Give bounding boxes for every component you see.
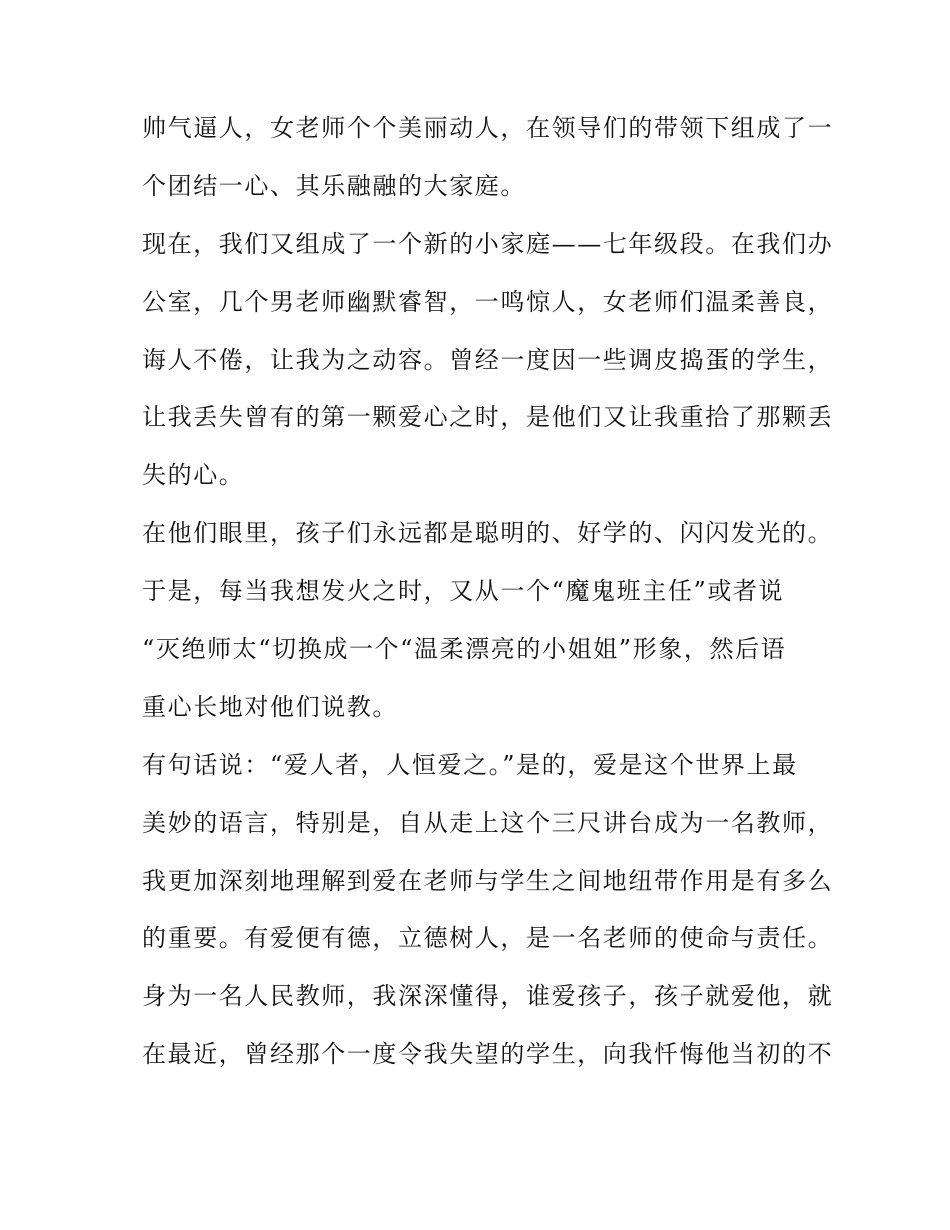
text-line: 有句话说：“爱人者，人恒爱之。”是的，爱是这个世界上最 — [142, 750, 798, 779]
text-line: 重心长地对他们说教。 — [142, 692, 398, 721]
text-line: 我更加深刻地理解到爱在老师与学生之间地纽带作用是有多么 — [142, 866, 834, 895]
text-line: 于是，每当我想发火之时，又从一个“魔鬼班主任”或者说 — [142, 577, 785, 606]
text-line: 个团结一心、其乐融融的大家庭。 — [142, 171, 526, 200]
text-line: 帅气逼人，女老师个个美丽动人，在领导们的带领下组成了一 — [142, 114, 834, 142]
text-line: 公室，几个男老师幽默睿智，一鸣惊人，女老师们温柔善良， — [142, 287, 834, 316]
text-line: 让我丢失曾有的第一颗爱心之时，是他们又让我重拾了那颗丢 — [142, 403, 834, 432]
text-line: “灭绝师太“切换成一个“温柔漂亮的小姐姐”形象，然后语 — [142, 635, 787, 664]
text-line: 失的心。 — [142, 461, 245, 490]
text-line: 在最近，曾经那个一度令我失望的学生，向我忏悔他当初的不 — [142, 1040, 834, 1069]
text-line: 诲人不倦，让我为之动容。曾经一度因一些调皮捣蛋的学生， — [142, 345, 834, 374]
body-text — [142, 106, 834, 1090]
text-line: 的重要。有爱便有德，立德树人，是一名老师的使命与责任。 — [142, 924, 834, 953]
text-line: 在他们眼里，孩子们永远都是聪明的、好学的、闪闪发光的。 — [142, 519, 834, 548]
text-line: 现在，我们又组成了一个新的小家庭——七年级段。在我们办 — [142, 229, 834, 258]
text-line: 身为一名人民教师，我深深懂得，谁爱孩子，孩子就爱他，就 — [142, 982, 834, 1011]
text-line: 美妙的语言，特别是，自从走上这个三尺讲台成为一名教师， — [142, 808, 834, 837]
